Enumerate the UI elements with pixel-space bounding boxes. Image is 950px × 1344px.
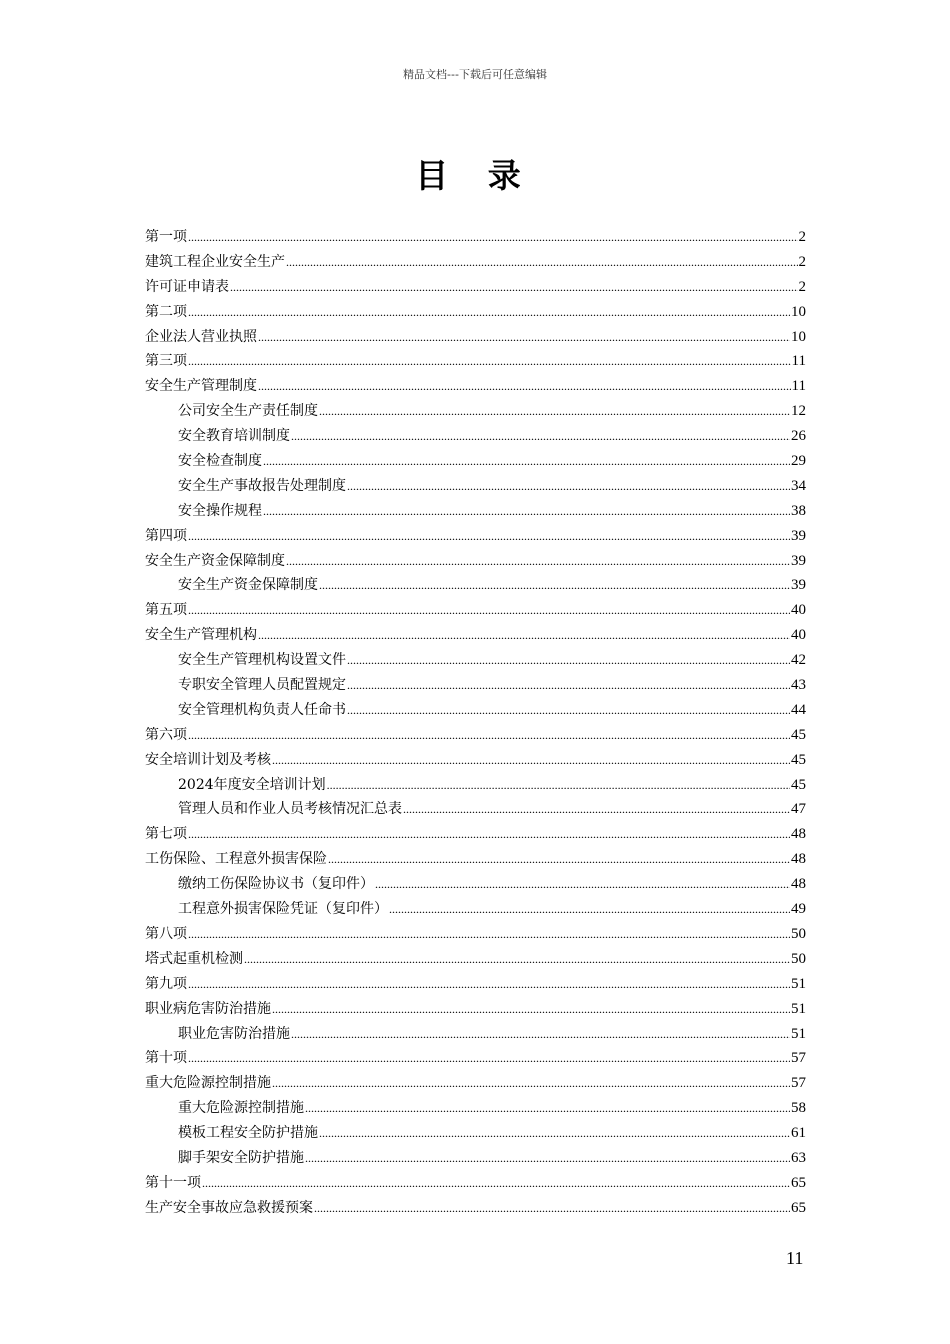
toc-entry-label: 第八项 bbox=[145, 925, 187, 942]
toc-entry-label: 企业法人营业执照 bbox=[145, 328, 257, 345]
toc-dot-leader bbox=[263, 499, 790, 524]
toc-entry[interactable] bbox=[145, 598, 806, 623]
toc-entry[interactable] bbox=[145, 723, 806, 748]
toc-entry-label: 安全培训计划及考核 bbox=[145, 751, 271, 768]
toc-dot-leader bbox=[375, 872, 790, 897]
toc-dot-leader bbox=[305, 1096, 790, 1121]
toc-entry-page: 65 bbox=[791, 1199, 806, 1216]
toc-dot-leader bbox=[188, 1046, 790, 1071]
document-title: 目 录 bbox=[415, 156, 535, 195]
toc-entry[interactable] bbox=[145, 648, 806, 673]
toc-entry[interactable] bbox=[145, 573, 806, 598]
toc-entry[interactable] bbox=[145, 1196, 806, 1221]
toc-dot-leader bbox=[286, 549, 790, 574]
toc-dot-leader bbox=[244, 947, 790, 972]
toc-entry-label: 2024年度安全培训计划 bbox=[178, 776, 326, 793]
toc-dot-leader bbox=[188, 723, 790, 748]
toc-entry-label: 脚手架安全防护措施 bbox=[178, 1149, 304, 1166]
toc-entry[interactable] bbox=[145, 1096, 806, 1121]
toc-dot-leader bbox=[347, 474, 790, 499]
toc-entry[interactable] bbox=[145, 250, 806, 275]
toc-entry-page: 48 bbox=[791, 826, 806, 843]
toc-dot-leader bbox=[319, 573, 790, 598]
toc-entry[interactable] bbox=[145, 449, 806, 474]
toc-dot-leader bbox=[272, 748, 790, 773]
toc-entry-page: 10 bbox=[791, 303, 806, 320]
toc-entry[interactable] bbox=[145, 847, 806, 872]
toc-entry-page: 61 bbox=[791, 1125, 806, 1142]
toc-entry-label: 职业病危害防治措施 bbox=[145, 1000, 271, 1017]
toc-entry-page: 2 bbox=[798, 253, 806, 270]
toc-dot-leader bbox=[230, 275, 798, 300]
toc-entry-page: 10 bbox=[791, 328, 806, 345]
toc-entry-page: 65 bbox=[791, 1174, 806, 1191]
toc-entry[interactable] bbox=[145, 399, 806, 424]
toc-entry-label: 专职安全管理人员配置规定 bbox=[178, 677, 346, 694]
toc-entry-page: 51 bbox=[791, 1025, 806, 1042]
toc-entry-label: 安全生产资金保障制度 bbox=[178, 577, 318, 594]
toc-dot-leader bbox=[188, 822, 790, 847]
toc-entry-page: 57 bbox=[791, 1075, 806, 1092]
table-of-contents bbox=[145, 225, 806, 1221]
toc-entry[interactable] bbox=[145, 1071, 806, 1096]
toc-entry-page: 45 bbox=[791, 751, 806, 768]
toc-entry[interactable] bbox=[145, 1022, 806, 1047]
toc-entry-label: 塔式起重机检测 bbox=[145, 950, 243, 967]
toc-entry-label: 第九项 bbox=[145, 975, 187, 992]
toc-entry-label: 建筑工程企业安全生产 bbox=[145, 253, 285, 270]
toc-entry[interactable] bbox=[145, 972, 806, 997]
toc-entry[interactable] bbox=[145, 325, 806, 350]
toc-entry[interactable] bbox=[145, 499, 806, 524]
toc-entry-page: 39 bbox=[791, 527, 806, 544]
page-header: 精品文档---下载后可任意编辑 bbox=[403, 68, 547, 81]
toc-entry-page: 44 bbox=[791, 701, 806, 718]
toc-dot-leader bbox=[347, 698, 790, 723]
toc-entry-label: 第二项 bbox=[145, 303, 187, 320]
toc-entry-label: 公司安全生产责任制度 bbox=[178, 403, 318, 420]
toc-entry[interactable] bbox=[145, 300, 806, 325]
toc-entry-label: 安全生产资金保障制度 bbox=[145, 552, 285, 569]
toc-entry-label: 职业危害防治措施 bbox=[178, 1025, 290, 1042]
toc-entry[interactable] bbox=[145, 474, 806, 499]
toc-entry-label: 管理人员和作业人员考核情况汇总表 bbox=[178, 801, 402, 818]
toc-dot-leader bbox=[389, 897, 790, 922]
toc-dot-leader bbox=[188, 524, 790, 549]
toc-dot-leader bbox=[202, 1171, 790, 1196]
toc-dot-leader bbox=[258, 325, 790, 350]
toc-dot-leader bbox=[286, 250, 798, 275]
toc-dot-leader bbox=[305, 1146, 790, 1171]
toc-entry[interactable] bbox=[145, 1146, 806, 1171]
toc-entry-page: 2 bbox=[798, 229, 806, 245]
toc-entry-page: 48 bbox=[791, 851, 806, 868]
toc-entry-page: 40 bbox=[791, 602, 806, 619]
toc-entry-label: 第一项 bbox=[145, 229, 187, 245]
toc-dot-leader bbox=[188, 225, 798, 250]
toc-entry-label: 安全生产事故报告处理制度 bbox=[178, 477, 346, 494]
toc-entry-page: 58 bbox=[791, 1100, 806, 1117]
toc-entry-page: 50 bbox=[791, 925, 806, 942]
toc-dot-leader bbox=[319, 399, 790, 424]
toc-dot-leader bbox=[314, 1196, 790, 1221]
toc-entry-page: 48 bbox=[791, 876, 806, 893]
page-number: 11 bbox=[786, 1248, 804, 1268]
toc-entry-label: 许可证申请表 bbox=[145, 278, 229, 295]
toc-entry-label: 安全生产管理制度 bbox=[145, 378, 257, 395]
toc-dot-leader bbox=[319, 1121, 790, 1146]
toc-entry-label: 第七项 bbox=[145, 826, 187, 843]
toc-entry-page: 11 bbox=[791, 353, 806, 370]
toc-entry-page: 51 bbox=[791, 1000, 806, 1017]
toc-entry[interactable] bbox=[145, 623, 806, 648]
toc-dot-leader bbox=[188, 598, 790, 623]
toc-entry-page: 40 bbox=[791, 627, 806, 644]
toc-dot-leader bbox=[272, 1071, 790, 1096]
toc-entry-page: 38 bbox=[791, 502, 806, 519]
toc-dot-leader bbox=[403, 797, 790, 822]
toc-entry[interactable] bbox=[145, 698, 806, 723]
toc-entry-page: 29 bbox=[791, 453, 806, 470]
toc-dot-leader bbox=[328, 847, 790, 872]
toc-entry-page: 47 bbox=[791, 801, 806, 818]
toc-entry-page: 45 bbox=[791, 776, 806, 793]
toc-entry-page: 26 bbox=[791, 428, 806, 445]
toc-entry[interactable] bbox=[145, 349, 806, 374]
toc-entry-page: 63 bbox=[791, 1149, 806, 1166]
toc-entry-label: 安全检查制度 bbox=[178, 453, 262, 470]
toc-entry-label: 重大危险源控制措施 bbox=[178, 1100, 304, 1117]
toc-entry[interactable] bbox=[145, 1171, 806, 1196]
toc-entry[interactable] bbox=[145, 822, 806, 847]
toc-entry-label: 第四项 bbox=[145, 527, 187, 544]
toc-dot-leader bbox=[263, 449, 790, 474]
toc-dot-leader bbox=[258, 623, 790, 648]
toc-entry-label: 工伤保险、工程意外损害保险 bbox=[145, 851, 327, 868]
toc-entry-page: 49 bbox=[791, 901, 806, 918]
toc-entry[interactable] bbox=[145, 1121, 806, 1146]
toc-entry-label: 第三项 bbox=[145, 353, 187, 370]
toc-dot-leader bbox=[347, 648, 790, 673]
toc-entry[interactable] bbox=[145, 673, 806, 698]
toc-entry-label: 安全管理机构负责人任命书 bbox=[178, 701, 346, 718]
toc-entry-label: 第六项 bbox=[145, 726, 187, 743]
toc-entry-label: 重大危险源控制措施 bbox=[145, 1075, 271, 1092]
toc-entry-label: 安全教育培训制度 bbox=[178, 428, 290, 445]
toc-entry[interactable] bbox=[145, 897, 806, 922]
toc-dot-leader bbox=[291, 424, 790, 449]
toc-entry-label: 安全生产管理机构 bbox=[145, 627, 257, 644]
toc-entry-label: 安全生产管理机构设置文件 bbox=[178, 652, 346, 669]
toc-entry-page: 39 bbox=[791, 577, 806, 594]
toc-entry[interactable] bbox=[145, 947, 806, 972]
toc-entry-label: 第十一项 bbox=[145, 1174, 201, 1191]
toc-entry-page: 34 bbox=[791, 477, 806, 494]
toc-dot-leader bbox=[188, 300, 790, 325]
toc-entry-page: 11 bbox=[791, 378, 806, 395]
toc-entry[interactable] bbox=[145, 424, 806, 449]
toc-dot-leader bbox=[347, 673, 790, 698]
toc-entry-page: 2 bbox=[798, 278, 806, 295]
toc-dot-leader bbox=[188, 349, 791, 374]
toc-entry-label: 第五项 bbox=[145, 602, 187, 619]
toc-entry-page: 51 bbox=[791, 975, 806, 992]
toc-dot-leader bbox=[188, 922, 790, 947]
toc-dot-leader bbox=[272, 997, 790, 1022]
toc-entry-page: 43 bbox=[791, 677, 806, 694]
toc-entry[interactable] bbox=[145, 524, 806, 549]
toc-entry[interactable] bbox=[145, 922, 806, 947]
toc-entry[interactable] bbox=[145, 773, 806, 798]
toc-entry[interactable] bbox=[145, 374, 806, 399]
toc-entry[interactable] bbox=[145, 225, 806, 250]
toc-entry[interactable] bbox=[145, 275, 806, 300]
toc-entry-label: 第十项 bbox=[145, 1050, 187, 1067]
toc-entry-page: 57 bbox=[791, 1050, 806, 1067]
toc-entry[interactable] bbox=[145, 872, 806, 897]
toc-entry-label: 工程意外损害保险凭证（复印件） bbox=[178, 901, 388, 918]
toc-entry-label: 安全操作规程 bbox=[178, 502, 262, 519]
toc-entry[interactable] bbox=[145, 549, 806, 574]
toc-dot-leader bbox=[327, 773, 790, 798]
toc-entry-page: 39 bbox=[791, 552, 806, 569]
toc-dot-leader bbox=[188, 972, 790, 997]
toc-entry-label: 模板工程安全防护措施 bbox=[178, 1125, 318, 1142]
toc-entry[interactable] bbox=[145, 997, 806, 1022]
toc-entry-page: 12 bbox=[791, 403, 806, 420]
toc-entry[interactable] bbox=[145, 748, 806, 773]
toc-dot-leader bbox=[291, 1022, 790, 1047]
toc-entry-label: 生产安全事故应急救援预案 bbox=[145, 1199, 313, 1216]
toc-entry[interactable] bbox=[145, 1046, 806, 1071]
toc-entry-label: 缴纳工伤保险协议书（复印件） bbox=[178, 876, 374, 893]
toc-dot-leader bbox=[258, 374, 791, 399]
toc-entry[interactable] bbox=[145, 797, 806, 822]
toc-entry-page: 42 bbox=[791, 652, 806, 669]
toc-entry-page: 45 bbox=[791, 726, 806, 743]
toc-entry-page: 50 bbox=[791, 950, 806, 967]
